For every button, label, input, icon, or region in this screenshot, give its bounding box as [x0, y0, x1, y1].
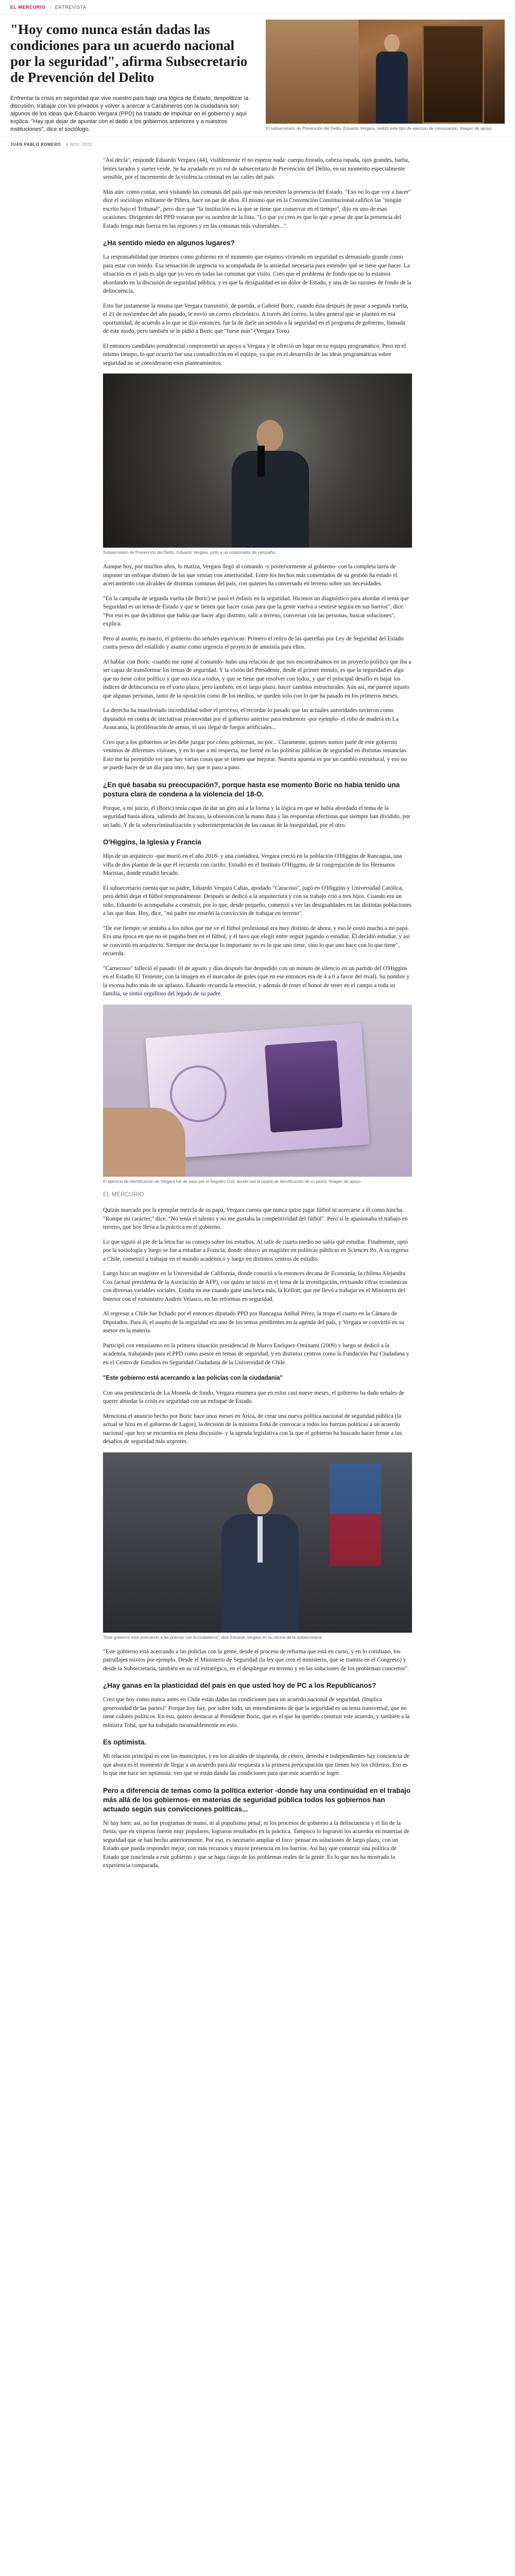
photo-caption: "Este gobierno está acercando a las policías con la ciudadanía", dice Eduardo Vergara en su oficina de la subsecretaría. — [103, 1635, 323, 1640]
hand — [103, 1108, 185, 1177]
paragraph: Creo que hoy como nunca antes en Chile están dadas las condiciones para un acuerdo nacional de seguridad. (Implica generosidad de las partes)" Porque hoy hay, por sobre todo, un entendimiento de que la seguridad es un tema transversal, que no tiene colores políticos. En eso, quiero destacar al Presidente Boric, que es el que ha querido construir este acuerdo, y también a la ministra Tohá, que ha trabajado incansablemente en esto. — [103, 1697, 410, 1728]
article-photo[interactable] — [103, 374, 412, 548]
question-heading: Pero a diferencia de temas como la política exterior -donde hay una continuidad en el trabajo más allá de los gobiernos- en materias de seguridad pública todos los gobiernos han actuado según sus convicciones políticas... — [103, 1786, 411, 1813]
paragraph: Quizás marcado por la ejemplar mezcla de su papá, Vergara cuenta que nunca quiso jugar fútbol ni acercarse a él como hincha. "Rompe mi carácter," dice. "No tenía el talento y no me gustaba la competitividad del fútbol". Pero sí le apasionaba el trabajo en terreno, que hoy lleva a la práctica en el gobierno. — [103, 1207, 408, 1230]
hero-media — [266, 20, 505, 133]
photo-door — [422, 25, 484, 124]
section-label[interactable]: EL MERCURIO — [10, 4, 46, 10]
top-bar — [0, 0, 515, 14]
question-heading: ¿En qué basaba su preocupación?, porque hasta ese momento Boric no había tenido una postura clara de condena a la violencia del 18-O. — [103, 781, 400, 798]
paragraph: El subsecretario cuenta que su padre, Eduardo Vergara Cabas, apodado "Caracoso", jugó en O'Higgins y Universidad Católica, pero debió dejar el fútbol tempranamente. Después se dedicó a la arquitectura y con su trabajo crió a tres hijos. Cuando era un niño, Eduardo lo acompañaba a construir, por lo que, desde pequeño, comenzó a ver las desigualdades en las distintas poblaciones a las que iban. Hoy, dice, "mi padre me enseñó la convicción de trabajar en terreno". — [103, 885, 411, 917]
id-portrait — [265, 1040, 343, 1132]
photo-person — [221, 1483, 299, 1633]
publish-date: 4 NOV. 2022 — [66, 142, 93, 147]
paragraph: Al hablar con Boric -cuando me sumé al comando- hubo una relación de que nos encontrábamos en un proyecto político que iba a ser capaz de transformar los temas de seguridad. Y la visión del Presidente, desde el primer minuto, es que la seguridad es algo que no tiene color político y que nos toca a todos, y que se tiene que resolver con todos, y que el principal desafío es bajar los índices de delincuencia en el corto plazo, pero también, en el largo plazo, hacer cambios estructurales. Aún así, me parece injusto que algunas personas, tanto de la oposición como de los medios, se queden solo con lo que ha pasado en los primeros meses. — [103, 658, 411, 699]
pull-quote: "Este gobierno está acercando a las policías con la ciudadanía" — [103, 1375, 283, 1381]
paragraph: La responsabilidad que tenemos como gobierno en el momento que estamos viviendo en seguridad es demasiado grande como para estar con miedo. Esa sensación de urgencia va acompañada de la ansiedad necesaria para entender qué se tiene que hacer. La situación en el país es algo que yo veo en todas las comunas que visito. Creo que el problema de fondo que no lo estamos abordando en la discusión de seguridad pública, y es que la desigualdad es un dolor de Estado, y una de las razones de fondo de la delincuencia. — [103, 254, 411, 294]
subsection-label[interactable]: ENTREVISTA — [55, 4, 87, 10]
paragraph: Ni hay bien: así, no fue programas de mano, ni al populismo penal, ni los procesos de gobierno a la delincuencia y el fin de la fiesta, que en vísperas fueron muy populares, lograron resultados en la práctica. Tampoco lo lograron los acuerdos en materias de seguridad que se han hecho anteriormente. Por eso, es necesario ampliar el foco: pensar en soluciones de largo plazo, con un Estado que pueda responder mejor, con más recursos y mayor presencia en los barrios. Así hay que construir una política de Estado que trascienda a este gobierno y que se haga cargo de los problemas reales de la gente. Es lo que nos ha mostrado la experiencia comparada. — [103, 1820, 409, 1869]
byline — [0, 137, 515, 152]
question-heading: ¿Ha sentido miedo en algunos lugares? — [103, 239, 235, 247]
question-heading: Es optimista. — [103, 1738, 147, 1746]
hero-text — [10, 20, 252, 133]
hero-caption: El subsecretario de Prevención del Delito, Eduardo Vergara, realizó este tipo de ejercicio de convocación. Imagen de apoyo. — [266, 126, 493, 131]
paragraph: "Así decía", responde Eduardo Vergara (44), visiblemente el no esperar nada: cuerpo frorado, cabeza rapada, ojos grandes, barba, lentes tarados y sueter verde. Se ha ayudado en yo rol de subsecretario de Prevención del Delito, en un momento especialmente sensible, por el incremento de la violencia criminal en las calles del país. — [103, 157, 409, 180]
photo-person-shirt — [258, 1516, 263, 1563]
photo-person-body — [232, 451, 309, 548]
photo-person — [374, 34, 410, 124]
paragraph: Luego hizo un magíster en la Universidad de California, donde conoció a la entonces decana de Economía, la chilena Alejandra Cox (actual presidenta de la Asociación de AFP), con quien se inició en el tema de la investigación, revisando cifras económicas con diversas variables sociales. Estaba en ese cuando gané una beca más, la Kellott, que me llevó a trabajar en el Ministerio del Interior con el exministro Andrés Velasco, en las reformas en seguridad. — [103, 1270, 407, 1302]
section-heading: O'Higgins, la Iglesia y Francia — [103, 838, 201, 846]
paragraph: La derecha ha manifestado incredulidad sobre el proceso, el recordar lo pasado que las actuales autoridades tuvieron como diputados en contra de iniciativas promovidas por el gobierno anterior para endurecer -por ejemplo- el robo de madera en La Araucanía, la proliferación de armas, el uso ilegal de fuegos artificiales... — [103, 707, 399, 731]
paragraph: Más aún: como contar, será visitando las comunas del país que más necesiten la presencia del Estado. "Eso no lo que voy a hacer" dice el sociólogo militante de Piñera, hace un par de años. El mismo que en la Convención Constitucional calificó las "ningún escrito bajo el Tribunal", pero dice que "la institución es la que se tiene que conservar en el tiempo", dijo en uno de esas ocasiones. Dirigentes del PPD votaron por su nombre de la lista. "Lo que yo creo es que lo que a pesar de que la presencia del Estado tenga más fuerza en las regiones y en las comunas más vulnerables...". — [103, 189, 411, 229]
hero — [0, 14, 515, 133]
article-lead: Enfrentar la crisis en seguridad que vive nuestro país bajo una lógica de Estado, despolitizar la discusión, trabajar con los privados y volver a acercar a Carabineros con la ciudadanía son algunos de los ideas que Eduardo Vergara (PPD) ha tratado de impulsar en el gobierno y aquí explica. "Hay que dejar de apuntar con el dedo a los gobiernos anteriores y a nuestros instituciones", dice el sociólogo. — [10, 95, 249, 132]
photo-credit: EL MERCURIO — [103, 1191, 144, 1198]
paragraph: Hijo de un arquitecto -que murió en el año 2018- y una contadora, Vergara creció en la población O'Higgins de Rancagua, una villa de dos plantas de la que él recuerda con cariño. Estudió en el Instituto O'Higgins, de la congregación de los Hermanos Maristas, donde estudió becado. — [103, 853, 402, 876]
paragraph: Participó con entusiasmo en la primera situación presidencial de Marco Enríquez-Ominami (2009) y luego se dedicó a la academia, trabajando para el PPD como asesor en temas de seguridad, y en distintos centros como la Fundación Paz Ciudadana y en el Centro de Estudios en Seguridad Ciudadana de la Universidad de Chile. — [103, 1342, 409, 1366]
paragraph: Mi relación principal es con los municipios, y en los alcaldes de izquierda, de centro, derecha e independientes hay conciencia de que ahora es el momento de llegar a un acuerdo para dar respuesta a la primera preocupación que tienen hoy los chilenos. Eso es lo que me hace ser optimista: veo que se están dando las condiciones para que este acuerdo se logre. — [103, 1753, 409, 1776]
separator: | — [49, 4, 51, 10]
article-photo[interactable] — [103, 1452, 412, 1633]
photo-person — [232, 420, 309, 548]
figure-2 — [103, 1005, 412, 1199]
author[interactable]: JUAN PABLO ROMERO — [10, 142, 61, 147]
article-body — [103, 152, 412, 1870]
question-heading: ¿Hay ganas en la plasticidad del país en que usted hoy de PC a los Republicanos? — [103, 1682, 376, 1689]
article-title: "Hoy como nunca están dadas las condiciones para un acuerdo nacional por la seguridad", afirma Subsecretario de Prevención del Delito — [10, 22, 248, 85]
article-photo[interactable] — [103, 1005, 412, 1177]
flag — [330, 1463, 381, 1566]
paragraph: "Carnecoso" falleció el pasado 10 de agosto y días después fue despedido con un minuto de silencio en un partido del O'Higgins en el Estadio El Teniente; con la imagen en el marcador de goles (que en ese entonces era de 4 a 0 a favor del rival). Su nombre y la escena hubo más de un aplauso. Eduardo recuerda la emoción, y además de tener el honor de tener en el campo a toda su familia, se sintió orgulloso del legado de su padre. — [103, 965, 410, 997]
paragraph: Lo que siguió al pie de la letra fue su consejo sobre los estudios. Al salir de cuarto medio no sabía qué estudiar. Finalmente, optó por la sociología y luego se fue a estudiar a Francia, donde obtuvo un magíster en políticas públicas en Sciences Po. A su regreso a Chile, comenzó a trabajar en el mundo académico y luego en distintos centros de estudio. — [103, 1239, 409, 1262]
paragraph: Creo que a los gobiernos se les debe juzgar por cómo gobiernan, no por... Claramente, quienes somos parte de este gobierno venimos de diferentes visiones, y en lo que a mí respecta, me formé en las políticas públicas de seguridad en distintas instancias. Esto me ha permitido ver que hay varias cosas que se tienen que mejorar. Nuestra apuesta es por un cambio estructural, y eso no se puede hacer de un día para otro, hay que ir paso a paso. — [103, 739, 408, 771]
photo-wall — [266, 20, 358, 124]
paragraph: El entonces candidato presidencial comprometió un apoyo a Vergara y le ofreció un lugar en su equipo programático. Pero en el mismo tiempo, lo que ocurrió fue una contradicción en el equipo, ya que en el desarrollo de las ideas programáticas sobre seguridad no se consideraron esos planteamientos. — [103, 343, 406, 366]
seal-icon — [168, 1063, 228, 1124]
photo-caption: El ejercicio de identificación de Vergara fue de paso por el Registro Civil, donde usó la tarjeta de identificación de su padre. Imagen de apoyo. — [103, 1179, 362, 1184]
paragraph: "En la campaña de segunda vuelta (de Boric) se pasó el énfasis en la seguridad. Hicimos un diagnóstico para abordar el tema que Seguridad es un tema de Estado y que se tienen que hacer cosas para que la gente vuelva a sentirse segura en sus barrios", dice. "Por eso es que decidimos que había que hacer algo distinto, salir a terreno, conversar con las personas, buscar soluciones", explica. — [103, 595, 409, 627]
paragraph: "De ese tiempo: se sentaba a los niños que me ve el fútbol profesional era muy distinto de ahora, y eso le costó mucho a mi papá. Era una época en que no se pagaba bien en el fútbol, y él tuvo que elegir entre seguir jugando o estudiar. Él decidió estudiar, y así se convirtió en arquitecto. Siempre me decía que lo importante no es lo que uno tiene, sino lo que uno hace con lo que tiene", recuerda. — [103, 925, 410, 957]
paragraph: "Este gobierno está acercando a las policías con la gente, desde el proceso de reforma que está en curso, y en lo cotidiano, los patrullajes mixtos por ejemplo. Desde el Ministerio de Seguridad (la ley que crea el ministerio, que se tramita en el Congreso) y desde la Subsecretaría, también en su rol estratégico, en el despliegue en terreno y en las soluciones de los problemas concretos". — [103, 1648, 409, 1672]
photo-person-body — [376, 52, 408, 124]
paragraph: Esto fue justamente la misma que Vergara transmitió, de partida, a Gabriel Boric, cuando ésta después de pasar a segunda vuelta, el 21 de noviembre del año pasado, le envió un correo electrónico. A través del correo, la idea general que se planteó en esa oportunidad, de acuerdo a lo que se dijo entonces, fue la de darle un sentido a la seguridad en el programa de gobierno, llamada de este modo, pero también se le pidió a Boric que "fuese más" (Vergara Toro). — [103, 302, 408, 334]
paragraph: Con una penitenciería de La Moneda de fondo, Vergara enumera que en estos casi nueve meses, el gobierno ha dado señales de querer abordar la crisis en seguridad con un enfoque de Estado. — [103, 1389, 404, 1404]
paragraph: Porque, a mi juicio, él (Boric) tenía capas de dar un giro así a la forma y la lógica en que se había abordado el tema de la seguridad hasta ahora, saliendo del fracaso, la obsesión con la mano dura y las respuestas efectistas que siempre han dividido, por un lado. Y de la sobrecriminalización y sobreinterpretación de las causas de la inseguridad, por el otro. — [103, 805, 410, 828]
photo-person-head — [247, 1483, 273, 1515]
figure-1 — [103, 374, 412, 555]
paragraph: Menciona el anuncio hecho por Boric hace unos meses en Arica, de crear una nueva política nacional de seguridad pública (la actual se hizo en el gobierno de Lagos), la decisión de la ministra Tohá de convocar a todos los fuerzas políticas a un acuerdo nacional -que hoy se encuentra en plena discusión- y la agenda legislativa con la que el gobierno ha buscado hacer frente a los desafíos de seguridad más urgentes. — [103, 1413, 402, 1445]
photo-caption: Subsecretario de Prevención del Delito, Eduardo Vergara, junto a un colaborador de campaña. — [103, 550, 276, 555]
photo-person-head — [384, 34, 400, 53]
figure-3 — [103, 1452, 412, 1640]
microphone-icon — [258, 446, 265, 477]
paragraph: Pero al asumir, en marzo, el gobierno dio señales equívocas: Primero el retiro de las querellas por Ley de Seguridad del Estado contra presos del estallido y asumir como urgencia el proyecto de amnistía para ellos. — [103, 635, 404, 650]
paragraph: Al regresar a Chile fue fichado por el entonces diputado PPD por Rancagua Aníbal Pérez, la tropa el cuarto en la Cámara de Diputados. Para él, el asunto de la seguridad era uno de los temas pendientes en la agenda del país, y Vergara se convirtió en su asesor en la materia. — [103, 1311, 404, 1334]
hero-photo[interactable] — [266, 20, 505, 124]
paragraph: Aunque hoy, por muchos años, lo matiza, Vergara llegó al comando -y posteriormente al gobierno- con la completa tarea de imponer un enfoque distinto de las que venían con anterioridad. Entre los hechos más comentados de su gestión ha estado el acercamiento con alcaldes de distintas comunas del país, con quienes ha conversado en terreno sobre sus necesidades. — [103, 564, 398, 587]
